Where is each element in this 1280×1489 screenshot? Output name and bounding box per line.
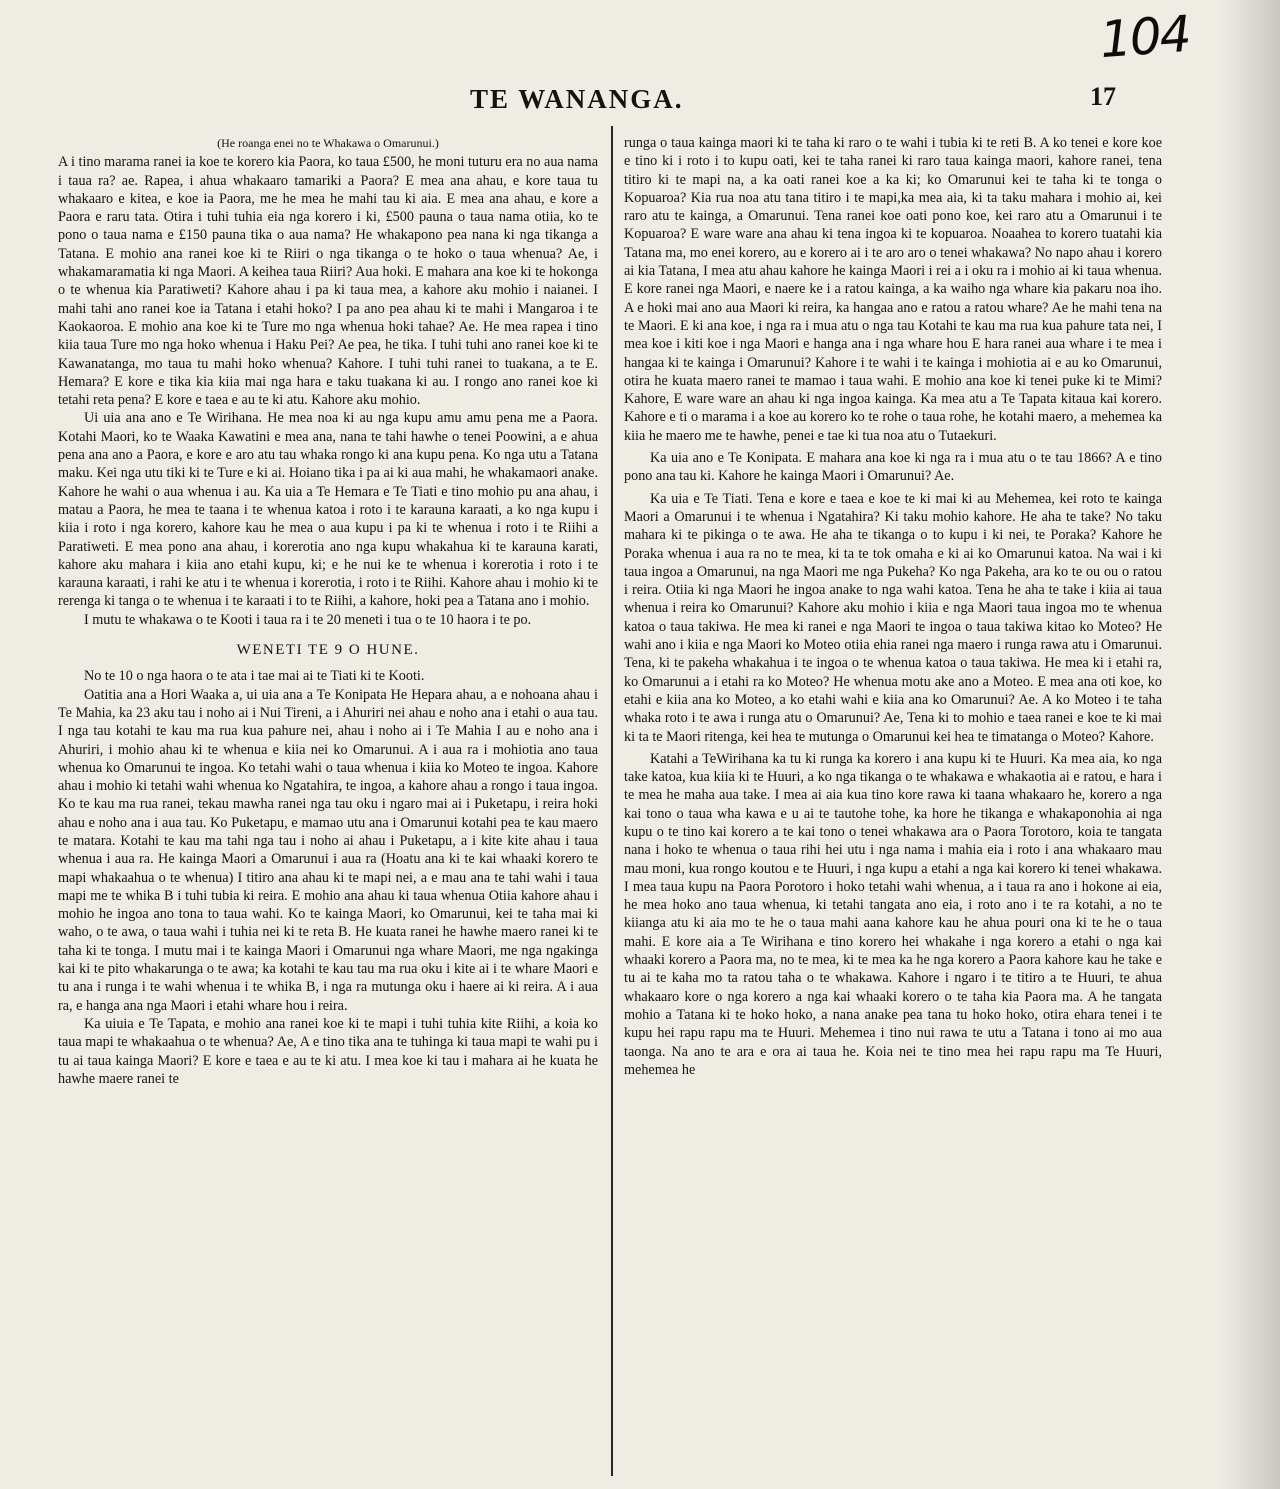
paragraph: Ka uia e Te Tiati. Tena e kore e taea e koe te ki mai ki au Mehemea, kei roto te kainga Maori a Omarunui i te whenua i Ngatahira? Ki taku mohio kahore. He aha te take? No taku mahara ki te pikinga o te awa. He aha te tikanga o to kupu i ki nei, te Poraka? Kahore he Poraka whenua i aua ra no te mea, ki ta te tok omaha e ki ai ko Omarunui katoa. Na wai i ki taua ingoa a Omarunui, na nga Maori me nga Pukeha? Ko nga Pakeha, ara ko te ou ou o ratou i reira. Otiia ki nga Maori he ingoa anake to nga wahi katoa. Tena he aha te take i kiia ai taua whenua i reira ko Omarunui? Kahore aku mohio i kiia e nga Maori taua ingoa mo te whenua katoa o taua takiwa. He mea ki ranei e nga Maori te ingoa o taua takiwa kitao ko Moteo? He wahi ano i kiia e nga Maori ko Moteo otiia ehia ranei nga maero i runga rawa atu i Omarunui. Tena, ki te pakeha whakahua i te ingoa o te whenua katoa o taua takiwa. He mea ki i etahi ra, ko Omarunui a i etahi ra ko Moteo? He whenua motu ake ano a Moteo. E mea ana oti koe, ko etahi e kiia ana ko Moteo, a ko etahi wahi e kiia ana ko Omarunui? Ae. A ko Moteo i te taha whaka roto i te awa i runga atu o Omarunui? Ae, Tena ki to mohio e taea ranei e koe te ki mai ki ta te Maori ritenga, kei hea te mutunga o Omarunui kei hea te timatanga o Moteo? Kahore. (624, 490, 1162, 745)
page-edge-shadow (1220, 0, 1280, 1489)
paragraph: Katahi a TeWirihana ka tu ki runga ka korero i ana kupu ki te Huuri. Ka mea aia, ko nga take katoa, kua kiia ki te Huuri, a ko nga tikanga o te whakawa e whakaotia ai e ratou, e hara i te mea he maha aua take. I mea ai aia kua tino kore rawa ki taana whakaaro he, korero a nga kai tono o taua wha kawa e u ai te tautohe tohe, ka hore he tikanga e whakaponohia ai nga kupu o te tino kai korero a te kai tono o tenei whakawa ara o Paora Torotoro, koia te tangata nana i hoko te whenua o taua rihi hei utu i nga nama i mahia eia i roto i ana whakaaro mau mau moni, kua rongo koutou e te Huuri, i nga kupu a etahi a nga kai korero ki tenei whakawa. I mea taua kupu na Paora Porotoro i hoko tetahi wahi whenua, a i taua ra ano i hokone ai eia, he mea hoko ano taua whenua, ki tetahi tangata ano eia, i roto ano i te ra kotahi, a no te kiianga atu ki aia mo te he o taua mahi aana kahore kau he ahua pouri ona ki te he o taua mahi. E kore aia a Te Wirihana e tino korero hei whakahe i nga korero a etahi o nga kai whaaki korero a Paora ma, no te mea, ki te mea ka he nga korero a Paora kahore kau he take e tu ai te kaha mo ta ratou taha o te whakawa. Kahore i ngaro i te titiro a te Huuri, te ahua whakaaro kore o nga korero a nga kai whaaki korero o te taha kia Paora ma. A he tangata mohio a Tatana ki te hoko hoko, a nana anake pea tana tu hoko hoko, otira ehara tenei i te kupu hei rapu rapu ma te Huuri. Mehemea i tino nui rawa te utu a Tatana i tono ai mo aua taonga. Na ano te ara e ora ai taua he. Koia nei te tino mea hei rapu rapu ma Te Huuri, mehemea he (624, 750, 1162, 1078)
left-column (58, 134, 598, 1479)
handwritten-folio-number: 104 (1098, 4, 1192, 70)
paragraph: A i tino marama ranei ia koe te korero kia Paora, ko taua £500, he moni tuturu era no aua nama i taua ra? ae. Rapea, i ahua whakaaro tamariki a Paora? E mea ana ahau, e kore taua tu whakaaro e kitea, e koe ia Paora, me he mea he mahi tau ki aia. E mea ana ahau, e kore a Paora e raru tata. Otira i tuhi tuhia eia nga korero i ki, £500 pauna o taua nama otiia, ko te pono o taua nama e £150 pauna tika o aua nama? He whakapono pea nana ki nga tikanga a Tatana. E mohio ana ranei koe ki te Riiri o nga tikanga o te hoko o taua whenua? Ae, i whakamaramatia ki nga Maori. A keihea taua Riiri? Aua hoki. E mahara ana koe ki te hokonga o te whenua kia Paratiweti? Kahore ahau i pa ki taua mea, a kahore aku mohio i naianei. I mahi tahi ano ranei koe ia Tatana i etahi hoko? I pa ano pea ahau ki te mahi i Mangaroa i te Kaokaoroa. E mohio ana koe ki te Ture mo nga whenua hoki tahae? Ae. He mea rapea i tino kiia taua Ture mo nga hoko whenua i Haku Pei? Ae pea, he tika. I tuhi tuhi ano ranei koe ki te Kawanatanga, mo taua tu mahi hoko whenua? Kahore. I tuhi tuhi ranei to tuakana, a te E. Hemara? E kore e tika kia kiia mai nga hara e taku tuakana ki au. I rongo ano ranei koe ki tetahi reta pena? E kore e taea e au te ki atu. Kahore aku mohio. (58, 154, 598, 409)
paragraph: Ui uia ana ano e Te Wirihana. He mea noa ki au nga kupu amu amu pena me a Paora. Kotahi Maori, ko te Waaka Kawatini e mea ana, nana te tahi hawhe o tenei Poowini, a e ahua pena ana ano a Paora, e kore e aro atu tau whaka rongo ki ana kupu pena. Ko nga utu a Tatana maku. Kei nga utu tiki ki te Ture e ki ai. Hoiano tika i pa ai ki aua mahi, he whakamaori anake. Kahore he wahi o aua whenua i au. Ka uia a Te Hemara e Te Tiati e tino mohio pu ana ahau, i matau a Paora, he mea te taana i te whenua katoa i roto i te karauna karaati, a ko nga kupu i kiia i roto i nga korero, kahore kau he mea o aua kupu i pa ki te whenua i roto i te Riihi a Paratiweti. E mea pono ana ahau, i korerotia ano nga kupu whakahua ki te karauna karati, kahore aku mahara i kiia ano etahi kupu, ki; e he nui ke te whenua i korerotia i roto i te karauna karaati, i rahi ke atu i te whenua i korerotia, i roto i te Riihi. Kahore ahau i mohio ki te rerenga ki tanga o te whenua i te karaati i to te Riihi, a kahore, hoki pea a Tatana ano i mohio. (58, 410, 598, 610)
paragraph: No te 10 o nga haora o te ata i tae mai ai te Tiati ki te Kooti. (84, 668, 425, 685)
paragraph: runga o taua kainga maori ki te taha ki raro o te wahi i tubia ki te reti B. A ko tenei e kore koe e tino ki i roto i to kupu oati, kei te taha ranei ki raro taua kainga maori, kahore ranei, tena titiro ki te mapi na, a ka oati ranei koe a ka ki; ko Omarunui kei te taha ki te tonga o Kopuaroa? Kia rua noa atu tana titiro i te mapi,ka mea aia, ki ta taku mahara i mohio ai, kei raro atu te kainga, a Omarunui. Tena ranei koe oati pono koe, kei raro atu a Omarunui i te Kopuaroa? E ware ware ana ahau ki tena ingoa ki te kopuaroa. Noaahea to korero tuatahi kia Tatana ma, mo enei korero, au e korero ai i te aro aro o tenei whakawa? No napo ahau i korero ai kia Tatana, I mea atu ahau kahore he kainga Maori i rei a i oku ra i mohio ai ki taua whenua. E kore ranei nga Maori, e naere ke i a ratou kainga, a ka waiho nga whare kia pakaru noa iho. A e hoki mai ano aua Maori ki reira, ka hangaa ano e ratou a ratou whare? Ae he mahi tena na te Maori. E ki ana koe, i nga ra i mua atu o nga tau Kotahi te kau ma rua kua pahure tata nei, I mea koe i kiti koe i nga Maori e hanga ana i nga whare hou E hara ranei aua whare i te mea i hangaa ki te kainga i Omarunui? Kahore i te wahi i te kainga i mohiotia ai e au ko Omarunui, otira he kuata maero ranei te mamao i taua wahi. E mohio ana koe ki tenei puke ki te Mimi? Kahore, E ware ware an ahau ki nga ingoa kainga. Ka mea atu a Te Tapata kitaua kai korero. Kahore e ti o marama i a koe au korero ko te rohe o taua rohe, he kotahi maero, a mehemea ka kiia he maero me te hawhe, penei e tae ki tua noa atu o Tutaekuri. (624, 135, 1162, 444)
right-column (624, 134, 1162, 1479)
page-number: 17 (1090, 82, 1116, 111)
paragraph: Ka uia ano e Te Konipata. E mahara ana koe ki nga ra i mua atu o te tau 1866? A e tino pono ana tau ki. Kahore he kainga Maori i Omarunui? Ae. (624, 450, 1162, 485)
paragraph: Oatitia ana a Hori Waaka a, ui uia ana a Te Konipata He Hepara ahau, a e nohoana ahau i Te Mahia, ka 23 aku tau i noho ai i Nui Tireni, a i Ahuriri nei ahau e noho ana i etahi o aua tau. I nga tau kotahi te kau ma rua kua pahure nei, ahau i noho ai i Te Mahia I au e noho ana i Ahuriri, i mohio ahau ki te whenua e kiia nei ko Omarunui. A i aua ra i mohiotia ano taua whenua ko Omarunui te ingoa. Ko tetahi wahi o taua whenua i kiia ko Moteo te ingoa. Kahore ahau i mohio ki tetahi wahi whenua ko Ngatahira, te ingoa, a kahore ahau a rongo i taua ingoa. Ko te kau ma rua ranei, tekau mawha ranei nga tau oku i ngaro mai ai i Puketapu, i reira hoki ahau e noho ana i aua tau. Ko Puketapu, e mamao utu ana i Omarunui kotahi pea te kau maero te matara. Kotahi te kau ma tahi nga tau i noho ai ahau i Puketapu, a i kite kite ahau i taua whenua i aua ra. He kainga Maori a Omarunui i aua ra (Hoatu ana ki te kai whaaki korero te mapi whakaahua o te whenua) I titiro ana ahau ki te mapi nei, a e mau ana te tahi wahi i taua mapi me te whika B i tuhi tubia ki reira. E mohio ana ahau ki taua whenua Otiia kahore ahau i mohio he ingoa ano tona to taua wahi. Ko te kainga Maori, ko Omarunui, kei te taha mai ki waho, o te awa, o taua wahi i tuhia nei ki te reta B. He kuata ranei he hawhe maero ranei ki te taha ki te tonga. I mutu mai i te kainga Maori i Omarunui nga whare Maori, me nga ngakinga kai ki te pito whakarunga o te awa; ka kotahi te kau tau ma rua oku i kite ai i te whare Maori e tu ana i runga i te wahi whenua i te whika B, i nga ra mutunga oku i haere ai ki reira. A i aua ra, e hanga ana nga Maori i etahi whare hou i reira. (58, 686, 598, 1014)
section-heading: WENETI TE 9 O HUNE. (236, 642, 420, 659)
section-note: (He roanga enei no te Whakawa o Omarunui.) (217, 136, 439, 150)
paragraph: Ka uiuia e Te Tapata, e mohio ana ranei koe ki te mapi i tuhi tuhia kite Riihi, a koia ko taua mapi te whakaahua o te whenua? Ae, A e tino tika ana te tuhinga ki taua mapi te wahi pu i tu ai taua kainga Maori? E kore e taea e au te ki atu. I mea koe ki tau i mahara ai he kuata he hawhe maere ranei te (58, 1015, 598, 1087)
paragraph: I mutu te whakawa o te Kooti i taua ra i te 20 meneti i tua o te 10 haora i te po. (84, 611, 532, 628)
column-divider (611, 126, 613, 1476)
page-title: TE WANANGA. (470, 84, 684, 114)
